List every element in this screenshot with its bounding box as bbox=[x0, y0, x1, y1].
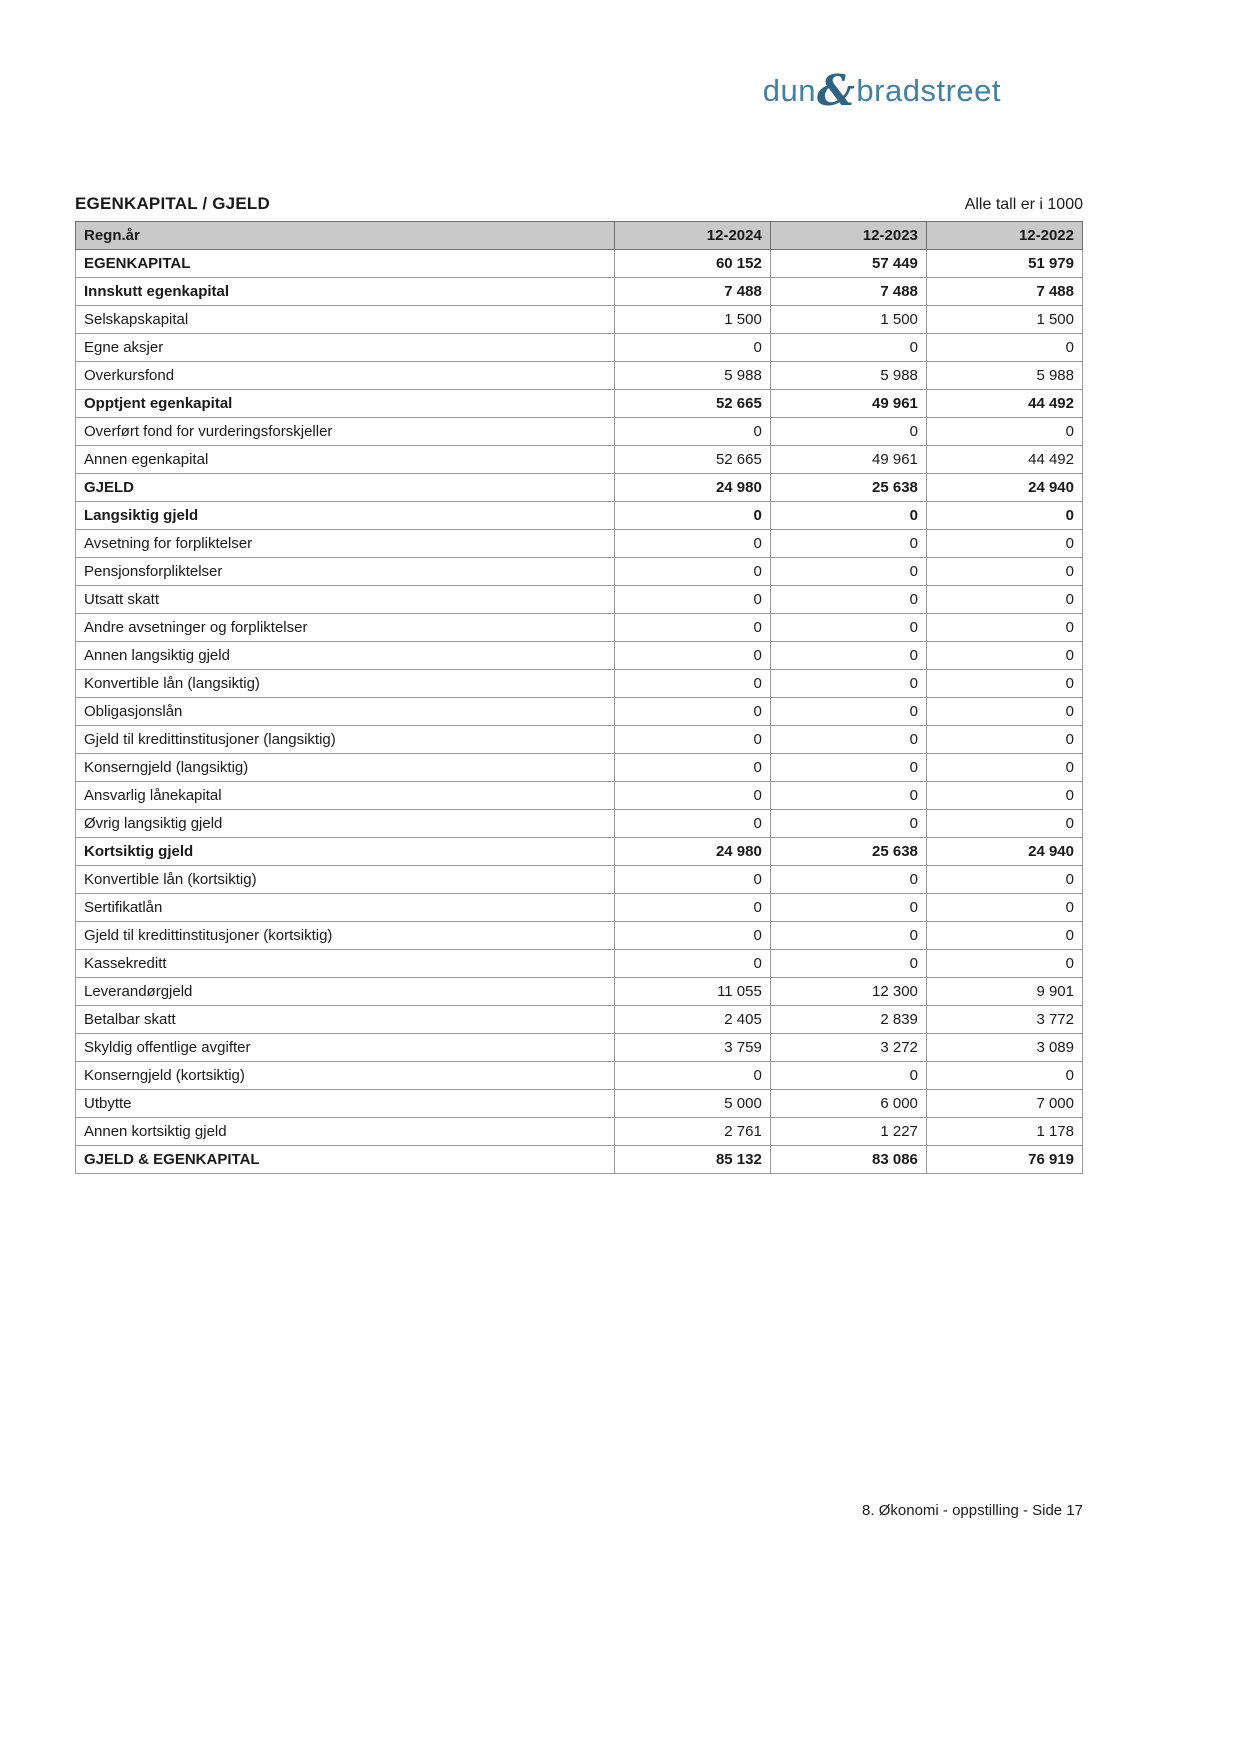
row-value: 0 bbox=[614, 810, 770, 838]
row-value: 2 761 bbox=[614, 1118, 770, 1146]
row-value: 52 665 bbox=[614, 446, 770, 474]
row-value: 49 961 bbox=[770, 446, 926, 474]
row-value: 7 000 bbox=[926, 1090, 1082, 1118]
row-value: 1 178 bbox=[926, 1118, 1082, 1146]
row-value: 0 bbox=[614, 334, 770, 362]
row-value: 52 665 bbox=[614, 390, 770, 418]
row-label: Ansvarlig lånekapital bbox=[76, 782, 615, 810]
row-value: 0 bbox=[614, 614, 770, 642]
row-label: Kortsiktig gjeld bbox=[76, 838, 615, 866]
row-value: 0 bbox=[926, 866, 1082, 894]
row-value: 0 bbox=[926, 1062, 1082, 1090]
table-row bbox=[76, 390, 1083, 418]
logo-text-dun: dun bbox=[762, 73, 816, 108]
table-row bbox=[76, 1062, 1083, 1090]
row-label: GJELD & EGENKAPITAL bbox=[76, 1146, 615, 1174]
row-value: 44 492 bbox=[926, 390, 1082, 418]
table-row bbox=[76, 530, 1083, 558]
row-value: 3 759 bbox=[614, 1034, 770, 1062]
row-value: 1 500 bbox=[770, 306, 926, 334]
row-value: 2 405 bbox=[614, 1006, 770, 1034]
row-label: EGENKAPITAL bbox=[76, 250, 615, 278]
report-content bbox=[75, 194, 1083, 1174]
row-value: 0 bbox=[614, 922, 770, 950]
row-label: Kassekreditt bbox=[76, 950, 615, 978]
row-label: Langsiktig gjeld bbox=[76, 502, 615, 530]
table-row bbox=[76, 362, 1083, 390]
page-title: EGENKAPITAL / GJELD bbox=[75, 194, 270, 213]
row-value: 3 772 bbox=[926, 1006, 1082, 1034]
table-row bbox=[76, 922, 1083, 950]
row-label: Annen egenkapital bbox=[76, 446, 615, 474]
row-value: 57 449 bbox=[770, 250, 926, 278]
row-value: 0 bbox=[926, 950, 1082, 978]
row-value: 0 bbox=[926, 614, 1082, 642]
column-header-year: 12-2023 bbox=[770, 222, 926, 250]
row-value: 0 bbox=[770, 726, 926, 754]
row-value: 0 bbox=[926, 418, 1082, 446]
row-value: 7 488 bbox=[926, 278, 1082, 306]
row-label: Konvertible lån (langsiktig) bbox=[76, 670, 615, 698]
row-value: 7 488 bbox=[770, 278, 926, 306]
row-value: 3 089 bbox=[926, 1034, 1082, 1062]
row-label: Konvertible lån (kortsiktig) bbox=[76, 866, 615, 894]
table-row bbox=[76, 250, 1083, 278]
row-value: 85 132 bbox=[614, 1146, 770, 1174]
table-row bbox=[76, 978, 1083, 1006]
row-value: 0 bbox=[926, 558, 1082, 586]
row-value: 0 bbox=[770, 586, 926, 614]
row-value: 0 bbox=[614, 418, 770, 446]
row-value: 0 bbox=[770, 418, 926, 446]
row-value: 0 bbox=[614, 754, 770, 782]
row-value: 0 bbox=[614, 866, 770, 894]
row-label: Skyldig offentlige avgifter bbox=[76, 1034, 615, 1062]
row-value: 25 638 bbox=[770, 474, 926, 502]
page-footer: 8. Økonomi - oppstilling - Side 17 bbox=[862, 1502, 1083, 1519]
row-value: 0 bbox=[926, 754, 1082, 782]
table-title-row bbox=[75, 194, 1083, 214]
row-label: Opptjent egenkapital bbox=[76, 390, 615, 418]
row-value: 49 961 bbox=[770, 390, 926, 418]
row-value: 76 919 bbox=[926, 1146, 1082, 1174]
row-label: Sertifikatlån bbox=[76, 894, 615, 922]
row-label: Annen kortsiktig gjeld bbox=[76, 1118, 615, 1146]
row-value: 0 bbox=[770, 922, 926, 950]
row-label: Utsatt skatt bbox=[76, 586, 615, 614]
row-value: 0 bbox=[926, 670, 1082, 698]
row-value: 0 bbox=[614, 950, 770, 978]
row-value: 24 980 bbox=[614, 838, 770, 866]
row-label: Øvrig langsiktig gjeld bbox=[76, 810, 615, 838]
row-value: 0 bbox=[770, 950, 926, 978]
dun-bradstreet-logo bbox=[762, 66, 1001, 115]
row-value: 5 988 bbox=[926, 362, 1082, 390]
table-row bbox=[76, 950, 1083, 978]
row-value: 0 bbox=[614, 1062, 770, 1090]
column-header-year: 12-2024 bbox=[614, 222, 770, 250]
row-value: 0 bbox=[926, 530, 1082, 558]
table-row bbox=[76, 782, 1083, 810]
units-note: Alle tall er i 1000 bbox=[964, 196, 1083, 213]
row-label: Leverandørgjeld bbox=[76, 978, 615, 1006]
row-value: 0 bbox=[770, 894, 926, 922]
row-value: 0 bbox=[614, 642, 770, 670]
row-value: 9 901 bbox=[926, 978, 1082, 1006]
row-label: Overført fond for vurderingsforskjeller bbox=[76, 418, 615, 446]
row-value: 0 bbox=[926, 782, 1082, 810]
row-label: Andre avsetninger og forpliktelser bbox=[76, 614, 615, 642]
row-value: 7 488 bbox=[614, 278, 770, 306]
row-label: Konserngjeld (kortsiktig) bbox=[76, 1062, 615, 1090]
row-value: 0 bbox=[770, 614, 926, 642]
table-row bbox=[76, 726, 1083, 754]
row-value: 5 988 bbox=[614, 362, 770, 390]
table-row bbox=[76, 614, 1083, 642]
row-value: 11 055 bbox=[614, 978, 770, 1006]
row-value: 0 bbox=[926, 586, 1082, 614]
table-row bbox=[76, 306, 1083, 334]
table-row bbox=[76, 334, 1083, 362]
row-value: 0 bbox=[770, 642, 926, 670]
row-value: 0 bbox=[614, 726, 770, 754]
row-label: Betalbar skatt bbox=[76, 1006, 615, 1034]
table-row bbox=[76, 502, 1083, 530]
row-value: 0 bbox=[614, 502, 770, 530]
row-value: 0 bbox=[770, 530, 926, 558]
table-row bbox=[76, 642, 1083, 670]
row-value: 0 bbox=[926, 502, 1082, 530]
row-value: 1 500 bbox=[926, 306, 1082, 334]
table-row bbox=[76, 418, 1083, 446]
row-value: 0 bbox=[770, 698, 926, 726]
row-value: 0 bbox=[770, 810, 926, 838]
table-row bbox=[76, 1034, 1083, 1062]
row-value: 24 940 bbox=[926, 838, 1082, 866]
table-row bbox=[76, 586, 1083, 614]
row-value: 83 086 bbox=[770, 1146, 926, 1174]
row-value: 0 bbox=[770, 754, 926, 782]
row-value: 5 988 bbox=[770, 362, 926, 390]
row-value: 44 492 bbox=[926, 446, 1082, 474]
row-value: 0 bbox=[614, 586, 770, 614]
row-value: 0 bbox=[614, 530, 770, 558]
table-row bbox=[76, 1146, 1083, 1174]
row-value: 0 bbox=[926, 894, 1082, 922]
table-row bbox=[76, 698, 1083, 726]
table-row bbox=[76, 810, 1083, 838]
table-row bbox=[76, 1006, 1083, 1034]
row-label: Utbytte bbox=[76, 1090, 615, 1118]
row-value: 24 940 bbox=[926, 474, 1082, 502]
row-label: GJELD bbox=[76, 474, 615, 502]
row-value: 6 000 bbox=[770, 1090, 926, 1118]
row-value: 0 bbox=[614, 894, 770, 922]
row-label: Gjeld til kredittinstitusjoner (kortsiktig) bbox=[76, 922, 615, 950]
row-label: Selskapskapital bbox=[76, 306, 615, 334]
column-header-label: Regn.år bbox=[76, 222, 615, 250]
logo-text-bradstreet: bradstreet bbox=[856, 73, 1001, 108]
row-label: Avsetning for forpliktelser bbox=[76, 530, 615, 558]
row-label: Innskutt egenkapital bbox=[76, 278, 615, 306]
row-value: 0 bbox=[614, 670, 770, 698]
row-value: 3 272 bbox=[770, 1034, 926, 1062]
row-value: 0 bbox=[770, 866, 926, 894]
table-row bbox=[76, 278, 1083, 306]
table-row bbox=[76, 474, 1083, 502]
row-value: 0 bbox=[926, 698, 1082, 726]
row-value: 0 bbox=[614, 558, 770, 586]
balance-sheet-table bbox=[75, 221, 1083, 1174]
table-header-row bbox=[76, 222, 1083, 250]
column-header-year: 12-2022 bbox=[926, 222, 1082, 250]
logo-ampersand-icon: & bbox=[817, 66, 856, 115]
row-value: 12 300 bbox=[770, 978, 926, 1006]
row-value: 1 500 bbox=[614, 306, 770, 334]
table-row bbox=[76, 838, 1083, 866]
row-label: Egne aksjer bbox=[76, 334, 615, 362]
table-row bbox=[76, 1090, 1083, 1118]
row-value: 0 bbox=[926, 642, 1082, 670]
row-value: 0 bbox=[926, 922, 1082, 950]
row-value: 0 bbox=[770, 502, 926, 530]
row-value: 0 bbox=[770, 558, 926, 586]
row-label: Konserngjeld (langsiktig) bbox=[76, 754, 615, 782]
row-value: 60 152 bbox=[614, 250, 770, 278]
row-value: 0 bbox=[614, 782, 770, 810]
row-value: 0 bbox=[770, 334, 926, 362]
row-value: 0 bbox=[770, 782, 926, 810]
row-label: Pensjonsforpliktelser bbox=[76, 558, 615, 586]
table-row bbox=[76, 670, 1083, 698]
row-value: 1 227 bbox=[770, 1118, 926, 1146]
table-row bbox=[76, 754, 1083, 782]
balance-table-body bbox=[76, 250, 1083, 1174]
row-value: 2 839 bbox=[770, 1006, 926, 1034]
row-value: 51 979 bbox=[926, 250, 1082, 278]
row-value: 0 bbox=[926, 726, 1082, 754]
row-value: 0 bbox=[926, 810, 1082, 838]
row-value: 0 bbox=[770, 1062, 926, 1090]
table-row bbox=[76, 894, 1083, 922]
row-value: 24 980 bbox=[614, 474, 770, 502]
table-row bbox=[76, 558, 1083, 586]
table-row bbox=[76, 446, 1083, 474]
row-value: 0 bbox=[770, 670, 926, 698]
table-row bbox=[76, 866, 1083, 894]
row-value: 0 bbox=[926, 334, 1082, 362]
row-value: 25 638 bbox=[770, 838, 926, 866]
row-value: 0 bbox=[614, 698, 770, 726]
table-row bbox=[76, 1118, 1083, 1146]
row-label: Annen langsiktig gjeld bbox=[76, 642, 615, 670]
row-label: Obligasjonslån bbox=[76, 698, 615, 726]
row-label: Overkursfond bbox=[76, 362, 615, 390]
row-value: 5 000 bbox=[614, 1090, 770, 1118]
row-label: Gjeld til kredittinstitusjoner (langsiktig) bbox=[76, 726, 615, 754]
